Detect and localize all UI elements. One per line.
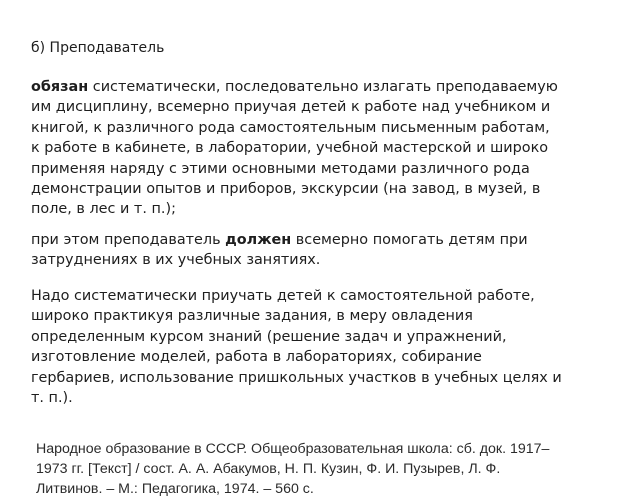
paragraph-line: изготовление моделей, работа в лабораториях, собирание — [31, 349, 482, 366]
citation-line: 1973 гг. [Текст] / сост. А. А. Абакумов, Н. П. Кузин, Ф. И. Пузырев, Л. Ф. — [36, 461, 501, 477]
paragraph-line: гербариев, использование пришкольных участков в учебных целях и — [31, 369, 562, 386]
paragraph-line: к работе в кабинете, в лаборатории, учебной мастерской и широко — [31, 140, 549, 157]
citation-line: Литвинов. – М.: Педагогика, 1974. – 560 с. — [36, 481, 314, 497]
paragraph-line: применяя наряду с этими основными методами различного рода — [31, 160, 530, 177]
paragraph-line: Надо систематически приучать детей к самостоятельной работе, — [31, 288, 535, 304]
line-text: всемерно помогать детям при — [291, 232, 528, 248]
paragraph-line: затруднениях в их учебных занятиях. — [31, 252, 321, 269]
paragraph-line — [31, 77, 627, 97]
line-text: систематически, последовательно излагать преподаваемую — [88, 79, 558, 95]
source-citation — [36, 439, 549, 499]
line-text: при этом преподаватель — [31, 232, 226, 248]
paragraph-independent-work — [31, 286, 627, 408]
paragraph-line: т. п.). — [31, 390, 73, 407]
paragraph-line: им дисциплину, всемерно приучая детей к работе над учебником и — [31, 99, 551, 116]
paragraph-line: определенным курсом знаний (решение задач и упражнений, — [31, 328, 507, 345]
paragraph-help — [31, 230, 627, 271]
section-heading: б) Преподаватель — [31, 40, 165, 56]
paragraph-line: книгой, к различного рода самостоятельным письменным работам, — [31, 119, 550, 136]
paragraph-line: поле, в лес и т. п.); — [31, 201, 176, 218]
citation-line: Народное образование в СССР. Общеобразовательная школа: сб. док. 1917– — [36, 441, 550, 457]
bold-word-dolzhen: должен — [225, 232, 292, 248]
paragraph-line: широко практикуя различные задания, в меру овладения — [31, 308, 473, 325]
paragraph-line — [31, 230, 627, 250]
bold-word-obyazan: обязан — [31, 79, 89, 95]
paragraph-duties — [31, 77, 627, 220]
paragraph-line: демонстрации опытов и приборов, экскурсии (на завод, в музей, в — [31, 181, 541, 198]
